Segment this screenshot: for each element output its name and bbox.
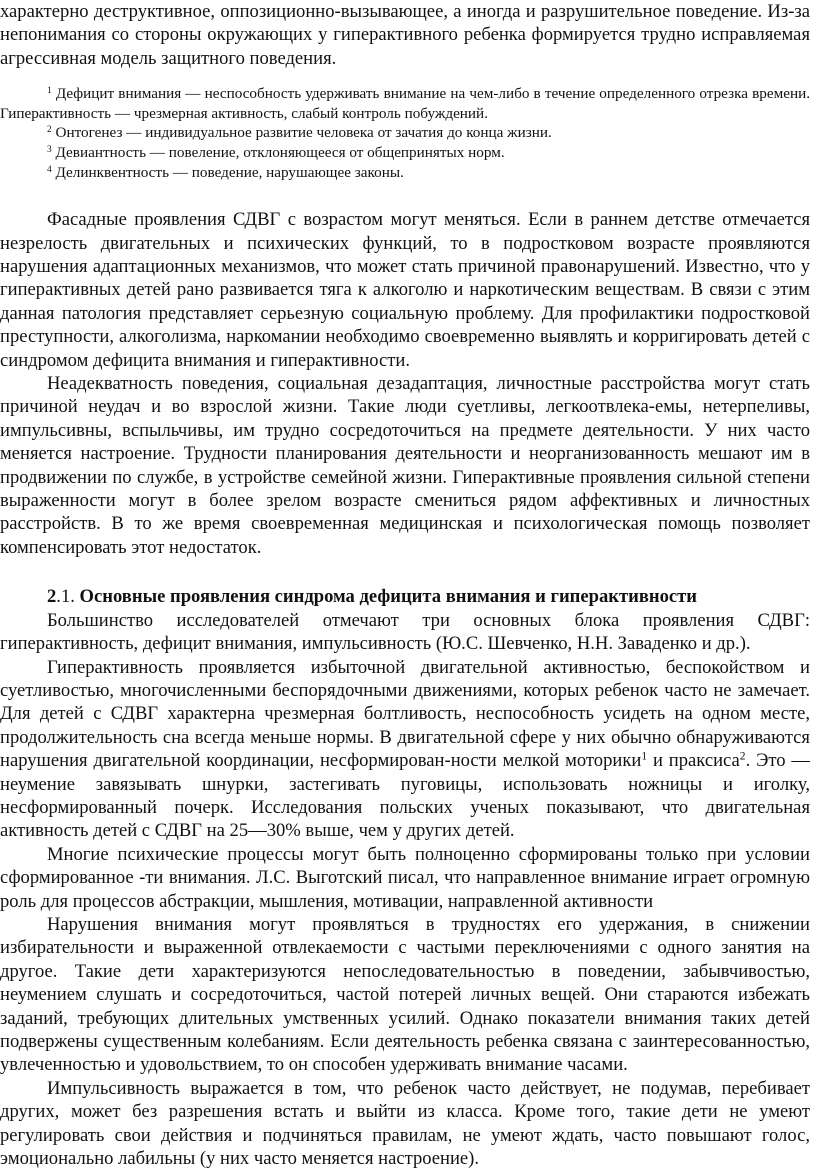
footnote-ref-1: 1 xyxy=(641,750,648,763)
hyperactivity-text-3: . Это — неумение завязывать шнурки, застегивать пуговицы, использовать ножницы и иголку, несформированный почерк. Исследования польских ученых показывают, что двигательная активность детей с СДВГ на 25—30% выше, чем у других детей. xyxy=(0,750,810,842)
footnote-1-text: Дефицит внимания — неспособность удерживать внимание на чем-либо в течение определенного отрезка времени. Гиперактивность — чрезмерная активность, слабый контроль побуждений. xyxy=(0,85,811,122)
footnote-1-number: 1 xyxy=(47,86,52,97)
heading-title: Основные проявления синдрома дефицита внимания и гиперактивности xyxy=(79,586,697,608)
paragraph-hyperactivity xyxy=(0,656,810,843)
footnote-2-number: 2 xyxy=(47,125,52,136)
footnote-4-text: Делинквентность — поведение, нарушающее законы. xyxy=(55,163,404,181)
intro-paragraph: характерно деструктивное, оппозиционно-вызывающее, а иногда и разрушительное поведение. Из-за непонимания со стороны окружающих у гиперактивного ребенка формируется трудно исправляемая агрессивная модель защитного поведения. xyxy=(0,1,810,69)
footnotes-block xyxy=(0,84,810,182)
heading-number-main: 2 xyxy=(47,586,57,608)
paragraph-inadequacy: Неадекватность поведения, социальная дезадаптация, личностные расстройства могут стать причиной неудач и во взрослой жизни. Такие люди суетливы, легкоотвлека-емы, нетерпеливы, импульсивны, вспыльчивы, им трудно сосредоточиться на предмете деятельности. У них часто меняется настроение. Трудности планирования деятельности и неорганизованность мешают им в продвижении по службе, в устройстве семейной жизни. Гиперактивные проявления сильной степени выраженности могут в более зрелом возрасте смениться рядом аффективных и личностных расстройств. В то же время своевременная медицинская и психологическая помощь позволяет компенсировать этот недостаток. xyxy=(0,373,810,558)
paragraph-attention: Нарушения внимания могут проявляться в трудностях его удержания, в снижении избирательности и выраженной отвлекаемости с частыми переключениями с одного занятия на другое. Такие дети характеризуются непоследовательностью в поведении, забывчивостью, неумением слушать и сосредоточиться, частой потерей личных вещей. Они стараются избежать заданий, требующих длительных умственных усилий. Однако показатели внимания таких детей подвержены существенным колебаниям. Если деятельность ребенка связана с заинтересованностью, увлеченностью и удовольствием, то он способен удерживать внимание часами. xyxy=(0,913,810,1076)
footnote-2 xyxy=(0,123,810,143)
heading-number-rest: .1. xyxy=(56,586,75,608)
hyperactivity-text-1: Гиперактивность проявляется избыточной двигательной активностью, беспокойством и суетливостью, многочисленными беспорядочными движениями, которых ребенок часто не замечает. Для детей с СДВГ характерна чрезмерная болтливость, неспособность усидеть на одном месте, продолжительность сна всегда меньше нормы. В двигательной сфере у них обычно обнаруживаются нарушения двигательной координации, несформирован-ности мелкой моторики xyxy=(0,656,810,772)
paragraph-three-blocks: Большинство исследователей отмечают три основных блока проявления СДВГ: гиперактивность, дефицит внимания, импульсивность (Ю.С. Шевченко, Н.Н. Заваденко и др.). xyxy=(0,609,810,655)
section-heading xyxy=(0,585,810,608)
paragraph-psychic-processes: Многие психические процессы могут быть полноценно сформированы только при условии сформированное -ти внимания. Л.С. Выготский писал, что направленное внимание играет огромную роль для процессов абстракции, мышления, мотивации, направленной активности xyxy=(0,843,810,912)
footnote-3-number: 3 xyxy=(47,144,52,155)
footnote-4-number: 4 xyxy=(47,164,52,175)
paragraph-impulsivity: Импульсивность выражается в том, что ребенок часто действует, не подумав, перебивает других, может без разрешения встать и выйти из класса. Кроме того, такие дети не умеют регулировать свои действия и подчиняться правилам, не умеют ждать, часто повышают голос, эмоционально лабильны (у них часто меняется настроение). xyxy=(0,1077,810,1170)
footnote-1 xyxy=(0,84,810,123)
hyperactivity-text-2: и праксиса xyxy=(647,750,740,772)
footnote-3 xyxy=(0,143,810,163)
footnote-3-text: Девиантность — повеление, отклоняющееся от общепринятых норм. xyxy=(55,144,505,161)
footnote-ref-2: 2 xyxy=(739,750,746,763)
paragraph-facade: Фасадные проявления СДВГ с возрастом могут меняться. Если в раннем детстве отмечается незрелость двигательных и психических функций, то в подростковом возрасте проявляются нарушения адаптационных механизмов, что может стать причиной правонарушений. Известно, что у гиперактивных детей рано развивается тяга к алкоголю и наркотическим веществам. В связи с этим данная патология представляет серьезную социальную проблему. Для профилактики подростковой преступности, алкоголизма, наркомании необходимо своевременно выявлять и корригировать детей с синдромом дефицита внимания и гиперактивности. xyxy=(0,209,810,371)
footnote-4 xyxy=(0,163,810,183)
footnote-2-text: Онтогенез — индивидуальное развитие человека от зачатия до конца жизни. xyxy=(55,124,552,142)
